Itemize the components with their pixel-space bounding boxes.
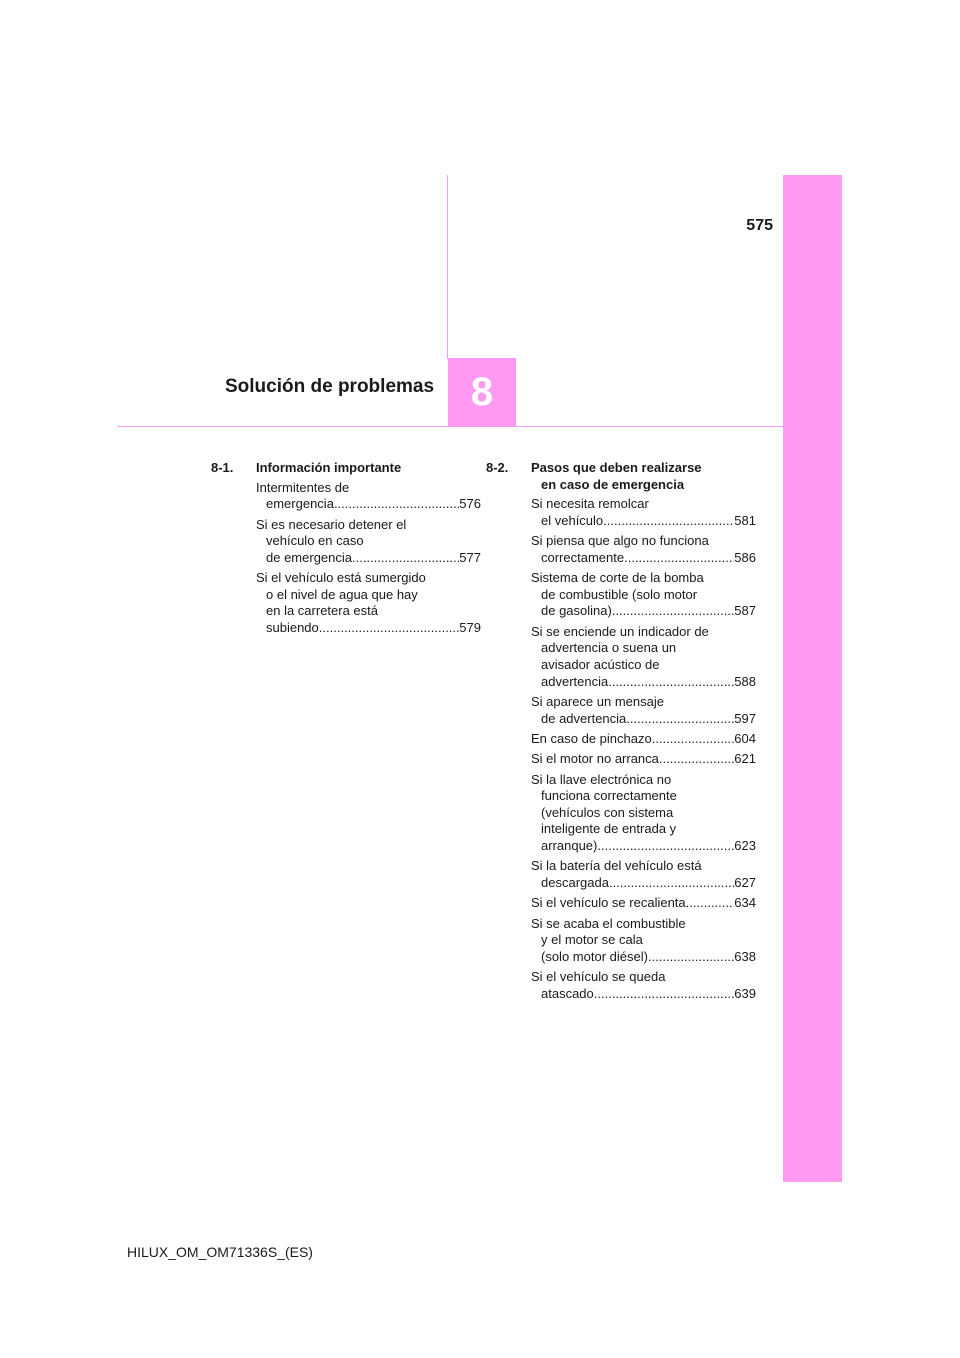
section-number: 8-1. <box>211 460 234 475</box>
toc-entry-line: Si es necesario detener el <box>256 516 407 532</box>
toc-entry-last-line <box>531 949 756 966</box>
toc-entry-last-line <box>531 731 756 748</box>
toc-entry-last-line <box>531 986 756 1003</box>
section-title-line: Pasos que deben realizarse <box>531 460 702 475</box>
section-heading <box>211 460 481 477</box>
toc-page-number: 604 <box>734 730 756 746</box>
toc-entry-last-line <box>531 895 756 912</box>
toc-entry[interactable] <box>531 772 756 855</box>
toc-section-8-1 <box>211 460 481 640</box>
chapter-side-tab <box>783 175 842 1182</box>
dot-leader <box>659 751 734 768</box>
toc-entry-line: Si se enciende un indicador de <box>531 623 709 639</box>
toc-entry[interactable] <box>531 731 756 748</box>
toc-entry-line: emergencia <box>266 496 334 512</box>
toc-entry-line: en la carretera está <box>266 603 379 619</box>
toc-entry[interactable] <box>531 916 756 966</box>
toc-entry-last-line <box>256 496 481 513</box>
dot-leader <box>352 550 459 567</box>
toc-entry[interactable] <box>531 570 756 620</box>
dot-leader <box>597 838 734 855</box>
toc-entry[interactable] <box>531 751 756 768</box>
chapter-title: Solución de problemas <box>225 376 435 397</box>
toc-page-number: 587 <box>734 603 756 619</box>
toc-page-number: 586 <box>734 549 756 565</box>
dot-leader <box>652 731 735 748</box>
toc-entry-line: advertencia o suena un <box>541 640 677 656</box>
section-title <box>531 460 702 493</box>
toc-entry-line: Intermitentes de <box>256 479 350 495</box>
section-title-line: Información importante <box>256 460 402 475</box>
toc-entry[interactable] <box>256 517 481 567</box>
dot-leader <box>626 711 734 728</box>
section-title <box>256 460 401 477</box>
section-title-line: en caso de emergencia <box>541 476 685 492</box>
toc-page-number: 638 <box>734 949 756 964</box>
document-code: HILUX_OM_OM71336S_(ES) <box>127 1244 313 1260</box>
toc-entry[interactable] <box>531 624 756 690</box>
dot-leader <box>612 603 734 620</box>
section-heading <box>486 460 756 493</box>
toc-page-number: 581 <box>734 512 756 528</box>
toc-entry-last-line <box>531 603 756 620</box>
dot-leader <box>319 620 460 637</box>
chapter-number-box <box>448 358 516 426</box>
toc-entry-last-line <box>531 875 756 892</box>
toc-entry-line: el vehículo <box>541 512 604 528</box>
toc-entry-last-line <box>531 838 756 855</box>
dot-leader <box>609 875 734 892</box>
toc-entry-line: (vehículos con sistema <box>541 804 674 820</box>
toc-entry-last-line <box>531 711 756 728</box>
toc-entry[interactable] <box>256 480 481 513</box>
toc-entry[interactable] <box>531 895 756 912</box>
toc-entry-line: Si el vehículo está sumergido <box>256 570 426 586</box>
toc-entry-line: Sistema de corte de la bomba <box>531 570 704 586</box>
toc-entry-line: atascado <box>541 985 594 1001</box>
toc-entry[interactable] <box>531 694 756 727</box>
toc-page-number: 597 <box>734 710 756 726</box>
toc-entry-line: arranque) <box>541 838 598 854</box>
toc-entry-line: Si el vehículo se recalienta <box>531 895 686 911</box>
toc-entry-line: funciona correctamente <box>541 788 677 804</box>
toc-entry[interactable] <box>256 570 481 636</box>
toc-entry-line: subiendo <box>266 619 319 635</box>
toc-entry[interactable] <box>531 969 756 1002</box>
toc-entry-last-line <box>531 513 756 530</box>
toc-page-number: 639 <box>734 985 756 1001</box>
dot-leader <box>594 986 735 1003</box>
header-horizontal-rule <box>118 426 783 427</box>
dot-leader <box>608 674 734 691</box>
toc-entry-line: Si aparece un mensaje <box>531 693 664 709</box>
toc-page-number: 623 <box>734 838 756 854</box>
toc-entry[interactable] <box>531 533 756 566</box>
toc-entry-line: correctamente <box>541 549 625 565</box>
toc-entry-line: Si piensa que algo no funciona <box>531 533 709 549</box>
header-vertical-rule <box>447 175 448 359</box>
toc-page-number: 579 <box>459 619 481 635</box>
toc-entry-line: Si el motor no arranca <box>531 751 659 767</box>
toc-page-number: 621 <box>734 751 756 767</box>
toc-entry[interactable] <box>531 858 756 891</box>
toc-page-number: 634 <box>734 895 756 911</box>
toc-entry-line: descargada <box>541 875 609 891</box>
section-number: 8-2. <box>486 460 509 475</box>
toc-entry-line: (solo motor diésel) <box>541 949 648 964</box>
toc-entry-last-line <box>531 550 756 567</box>
toc-entry-last-line <box>531 674 756 691</box>
toc-entry-last-line <box>256 620 481 637</box>
toc-entry-line: de gasolina) <box>541 603 612 619</box>
dot-leader <box>603 513 734 530</box>
toc-entry-line: advertencia <box>541 673 609 689</box>
toc-page-number: 627 <box>734 875 756 891</box>
toc-entry-line: de advertencia <box>541 710 627 726</box>
dot-leader <box>686 895 735 912</box>
dot-leader <box>334 496 459 513</box>
toc-entry[interactable] <box>531 496 756 529</box>
toc-entry-line: avisador acústico de <box>541 656 660 672</box>
toc-entry-last-line <box>531 751 756 768</box>
toc-entry-line: de emergencia <box>266 549 352 565</box>
chapter-number: 8 <box>470 369 494 414</box>
toc-entry-line: Si el vehículo se queda <box>531 969 666 985</box>
page-number: 575 <box>746 217 773 234</box>
toc-entry-line: Si se acaba el combustible <box>531 915 686 931</box>
toc-entry-line: Si necesita remolcar <box>531 496 649 512</box>
toc-entry-line: vehículo en caso <box>266 533 364 549</box>
dot-leader <box>648 949 734 966</box>
toc-entry-line: En caso de pinchazo <box>531 730 652 746</box>
toc-entry-line: y el motor se cala <box>541 932 643 948</box>
toc-entry-line: o el nivel de agua que hay <box>266 586 418 602</box>
toc-page-number: 576 <box>459 496 481 512</box>
toc-section-8-2 <box>486 460 756 1006</box>
toc-page-number: 588 <box>734 673 756 689</box>
toc-entry-line: de combustible (solo motor <box>541 586 698 602</box>
toc-page-number: 577 <box>459 549 481 565</box>
toc-entry-line: Si la batería del vehículo está <box>531 858 702 874</box>
toc-entry-line: inteligente de entrada y <box>541 821 677 837</box>
toc-entry-line: Si la llave electrónica no <box>531 771 672 787</box>
dot-leader <box>624 550 734 567</box>
toc-entry-last-line <box>256 550 481 567</box>
